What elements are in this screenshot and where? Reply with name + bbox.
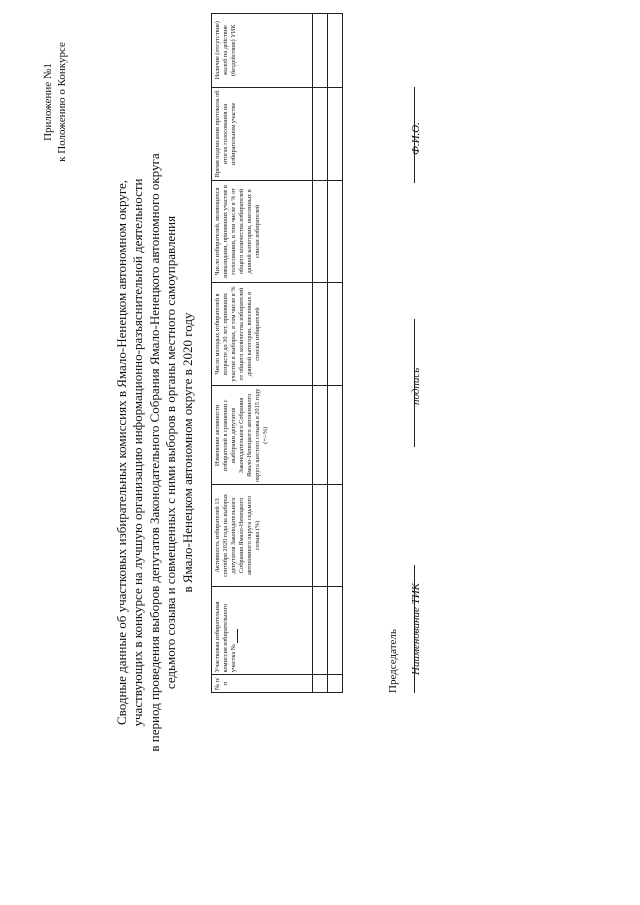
title-line-5: в Ямало-Ненецком автономном округе в 2020 году (179, 312, 195, 593)
annex-header (41, 27, 69, 177)
table-header-row (212, 14, 313, 693)
table-cell (328, 675, 343, 693)
table-cell (313, 14, 328, 88)
summary-table (211, 13, 343, 693)
header-uik-text: Участковая избирательная комиссия избирательного участка № (214, 601, 237, 673)
fio-label: Ф.И.О. (410, 122, 422, 155)
chairman-label: Председатель (387, 629, 399, 693)
table-cell (313, 282, 328, 386)
table-cell (328, 282, 343, 386)
table-cell (313, 181, 328, 282)
table-cell (328, 181, 343, 282)
header-no: № п/п (212, 675, 313, 693)
table-cell (328, 485, 343, 586)
table-cell (328, 386, 343, 485)
table-cell (313, 485, 328, 586)
table-cell (328, 14, 343, 88)
header-change: Изменение активности избирателей в сравнении с выборами депутатов Законодательного Собрания Ямало-Ненецкого автономного округа шестого созыва в 2015 году (+/-%) (212, 386, 313, 485)
header-disabled-voters: Число избирателей, являющихся инвалидами, принявших участие в голосовании, в том числе в % от общего количества избирателей данной категории, внесенных в списки избирателей (212, 181, 313, 282)
title-line-4: седьмого созыва и совмещенных с ними выборов в органы местного самоуправления (163, 215, 179, 690)
document-title (114, 60, 196, 845)
header-protocol-time: Время подписания протокола об итогах голосования на избирательном участке (212, 87, 313, 181)
tik-name-label: Наименование ТИК (410, 583, 422, 675)
table-cell (328, 87, 343, 181)
table-cell (313, 386, 328, 485)
header-young-voters: Число молодых избирателей в возрасте до 30 лет, принявших участие в выборах, в том числе в % от общего количества избирателей данной категории, внесенных в списки избирателей (212, 282, 313, 386)
table-cell (313, 87, 328, 181)
table-cell (328, 586, 343, 675)
header-complaints: Наличие (отсутствие) жалоб на действие (бездействие) УИК (212, 14, 313, 88)
table-row (313, 14, 328, 693)
annex-line-1: Приложение №1 (42, 63, 54, 141)
annex-line-2: к Положению о Конкурсе (56, 42, 68, 162)
uik-number-blank (237, 629, 238, 643)
header-activity: Активность избирателей 13 сентября 2020 года на выборах депутатов Законодательного Собрания Ямало-Ненецкого автономного округа седьмого созыва (%) (212, 485, 313, 586)
header-uik (212, 586, 313, 675)
table-cell (313, 675, 328, 693)
table-row (328, 14, 343, 693)
sign-label: подпись (410, 367, 422, 405)
title-line-3: в период проведения выборов депутатов Законодательного Собрания Ямало-Ненецкого автономного округа (146, 153, 162, 752)
table-cell (313, 586, 328, 675)
title-line-2: участвующих в конкурсе на лучшую организацию информационно-разъяснительной деятельности (130, 178, 146, 727)
title-line-1: Сводные данные об участковых избирательных комиссиях в Ямало-Ненецком автономном округе, (114, 179, 129, 726)
